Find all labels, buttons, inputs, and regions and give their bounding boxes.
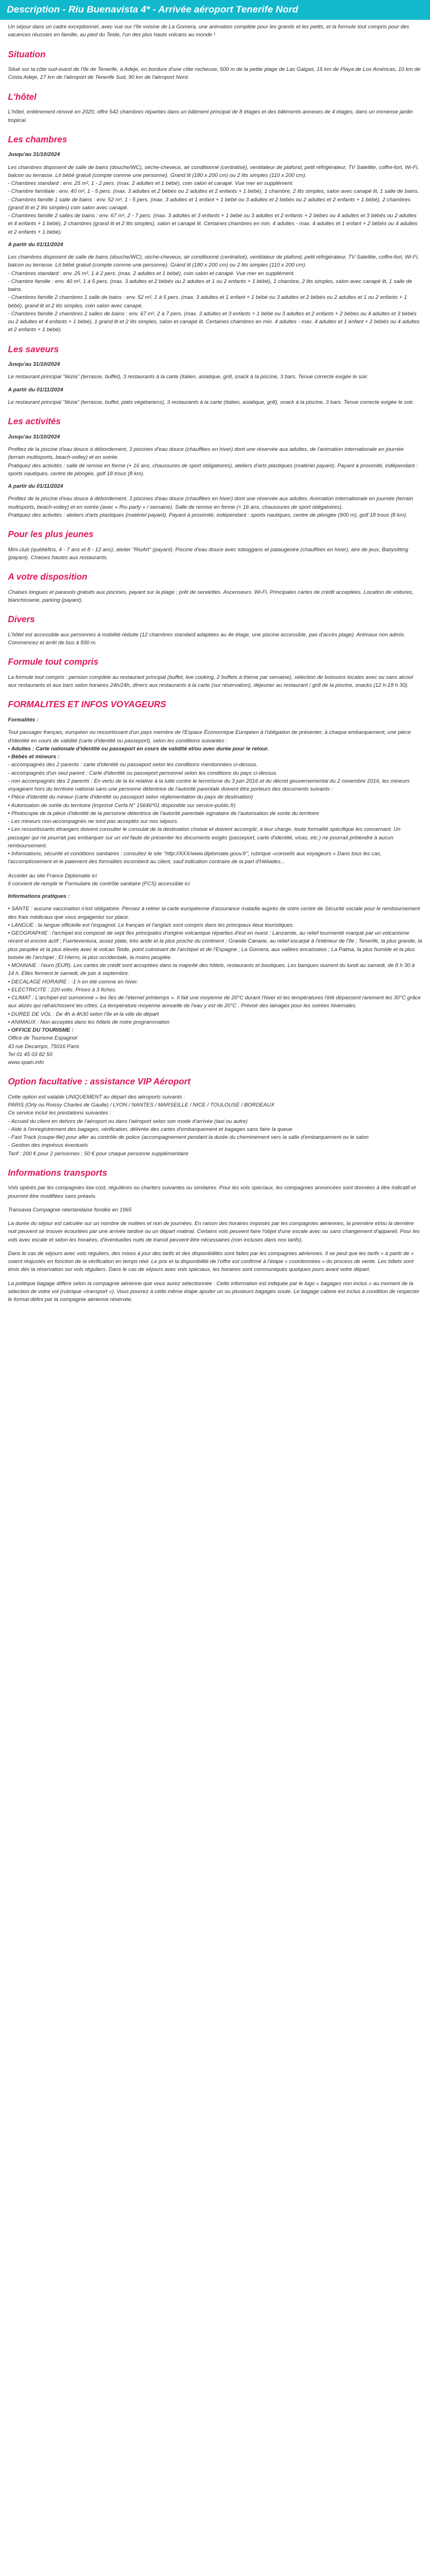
vip-block	[8, 1093, 422, 1158]
facilities-text: Chaises longues et parasols gratuits aux piscines, payant sur la plage ; prêt de serviettes. Ascenseurs. Wi-Fi. Principales cartes de crédit acceptées. Location de voitures, blanchisserie, parking (payant).	[8, 589, 414, 603]
vip-text: - Fast Track (coupe-file) pour aller au contrôle de police (accompagnement pendant la durée du cheminement vers la salle d'embarquement ou le salon	[8, 1134, 369, 1141]
rooms-text: Les chambres disposent de salle de bains (douche/WC), sèche-cheveux, air conditionné (centralisé), ventilateur de plafond, petit réfrigérateur, TV Satellite, coffre-fort, Wi-Fi, balcon ou terrasse. Lit bébé gratuit (compte comme une personne). Grand lit (180 x 200 cm) ou 2 lits simples (110 x 200 cm).	[8, 254, 419, 269]
hotel-text: L'hôtel, entièrement rénové en 2020, offre 542 chambres réparties dans un bâtiment principal de 8 étages et des bâtiments annexes de 4 étages, dans un immense jardin tropical.	[8, 109, 413, 124]
tourism-website-link[interactable]: www.spain.info	[8, 1059, 44, 1066]
practical-info-text: • DECALAGE HORAIRE : -1 h en été comme en hiver.	[8, 978, 138, 985]
formalities-text: • Bébés et mineurs :	[8, 754, 60, 761]
rooms-text: - Chambres standard : env. 25 m², 1 à 2 pers. (max. 2 adultes et 1 bébé), coin salon et canapé. Vue mer en supplément.	[8, 270, 295, 277]
flavours-heading: Les saveurs	[8, 344, 59, 354]
formalities-block	[8, 729, 422, 888]
practical-info-text: • GEOGRAPHIE : l'archipel est composé de sept îles principales d'origine volcanique réparties d'est en ouest : Lanzarote, au relief tourmenté marqué par un volcanisme récent et encore actif ; Fuerteventura, assez plate, très aride et la plus proche du continent ; Grande Canarie, au relief escarpé à l'intérieur de l'île ; Tenerife, la plus grande, la plus peuplée et la plus élevée avec le volcan Teide, point culminant de l'archipel et de l'Espagne ; La Gomera, aux vallées encaissées ; La Palma, la plus humide et la plus boisée de l'archipel ; El Hierro, la plus occidentale, la moins peuplée.	[8, 930, 422, 961]
practical-info-text: • DUREE DE VOL : De 4h à 4h30 selon l'île et la ville de départ	[8, 1011, 159, 1017]
diplomatie-link[interactable]: Accéder au site France Diplomatie ici	[8, 872, 97, 879]
practical-info-text: • ELECTRICITE : 220 volts. Prises à 3 fiches.	[8, 986, 117, 993]
spacer	[8, 1201, 422, 1206]
intro-text: Un séjour dans un cadre exceptionnel, avec vue sur l'île voisine de La Gomera, une animation complète pour les grands et les petits, et la formule tout compris pour des vacances réussies en famille, au pied du Teide, l'un des plus hauts volcans au monde !	[8, 24, 410, 39]
activities-text: Profitez de la piscine d'eau douce à débordement, 3 piscines d'eau douce (chauffées en hiver) dont une réservée aux adultes. Animation internationale en journée (terrain multisports, beach-volley) et en soirée (avec « Riu party » / semaine). Salle de remise en forme (+ 16 ans, chaussures de sport obligatoires).	[8, 496, 414, 510]
flavours-text-2: Le restaurant principal "Ilézia" (terrasse, buffet, plats végétariens), 3 restaurants à la carte (italien, asiatique, grill), snack à la piscine, 3 bars. Tenue correcte exigée le soir.	[8, 399, 414, 406]
situation-text: Situé sur la côte sud-ouest de l'île de Tenerife, à Adeje, en bordure d'une côte rocheuse, 500 m de la petite plage de Las Galgas, 15 km de Playa de Los Américas, 10 km de Costa Adeje, 27 km de l'aéroport de Tenerife Sud, 90 km de l'aéroport Nord.	[8, 66, 421, 81]
transport-heading: Informations transports	[8, 1168, 107, 1178]
rooms-text: - Chambres standard : env. 25 m², 1 - 2 pers. (max. 2 adultes et 1 bébé), coin salon et canapé. Vue mer en supplément.	[8, 180, 294, 187]
formalities-text: • Adultes : Carte nationale d'identité ou passeport en cours de validité et/ou avec durée pour le retour.	[8, 745, 269, 752]
vip-heading: Option facultative : assistance VIP Aéroport	[8, 1077, 191, 1087]
vip-text: PARIS (Orly ou Roissy Charles de Gaulle) / LYON / NANTES / MARSEILLE / NICE / TOULOUSE / BORDEAUX	[8, 1102, 275, 1109]
activities-block-2	[8, 495, 422, 520]
formalities-text: - accompagnés d'un seul parent : Carte d'identité ou passeport personnel selon les conditions du pays ci-dessus.	[8, 770, 278, 776]
flavours-period-2: A partir du 01/11/2024	[8, 386, 64, 393]
rooms-block-2	[8, 254, 422, 335]
practical-info-text: • LANGUE : la langue officielle est l'espagnol. Le français et l'anglais sont compris dans les principaux lieux touristiques.	[8, 922, 294, 928]
activities-heading: Les activités	[8, 417, 61, 427]
page-title: Description - Riu Buenavista 4* - Arrivée aéroport Tenerife Nord	[0, 0, 430, 20]
flavours-period-1: Jusqu'au 31/10/2024	[8, 361, 60, 368]
kids-text: Mini club (québéfins, 4 - 7 ans et 8 - 12 ans), atelier "RiuArt" (payant). Piscine d'eau douce avec toboggans et pataugeoire (chauffées en hiver), aire de jeux, Babysitting (payant). Chaises hautes aux restaurants.	[8, 546, 408, 561]
transport-text: La politique bagage diffère selon la compagnie aérienne que vous aurez sélectionnée : Cette information est indiquée par le logo « bagages non inclus » au moment de la sélection de votre vol (rubrique «transport »). Vous pourrez à cette même étape ajouter un ou plusieurs bagages soute. Le bagage cabine est inclus à condition de respecter le format défini par la compagnie aérienne réservée.	[8, 1280, 420, 1303]
practical-info-text: • MONNAIE : l'euro (EUR). Les cartes de crédit sont acceptées dans la majorité des hôtels, restaurants et boutiques. Les banques ouvrent du lundi au samedi, de 8 h 30 à 14 h. Elles ferment le samedi, de juin à septembre.	[8, 962, 415, 977]
formalities-text: • Informations, sécurité et conditions sanitaires : consultez le site "http://XXX/www.diplomatie.gouv.fr", rubrique «conseils aux voyageurs » Dans tous les cas, l'accomplissement et le paiement des formalités incombent au client, sauf indication contraire de la part d'Héliades...	[8, 851, 382, 865]
kids-heading: Pour les plus jeunes	[8, 530, 94, 540]
spacer	[8, 1244, 422, 1250]
spacer	[8, 1214, 422, 1220]
content	[0, 20, 430, 1304]
rooms-text: Les chambres disposent de salle de bains (douche/WC), sèche-cheveux, air conditionné (centralisé), ventilateur de plafond, petit réfrigérateur, TV Satellite, coffre-fort, Wi-Fi, balcon ou terrasse. Lit bébé gratuit (compte comme une personne). Grand lit (180 x 200 cm) ou 2 lits simples (110 x 200 cm).	[8, 164, 419, 179]
all-inclusive-text: La formule tout compris : pension complète au restaurant principal (buffet, live cooking, 2 buffets à thème par semaine), sélection de boissons locales avec ou sans alcool aux restaurants et aux bars selon horaires 24h/24h, dîners aux restaurants à la carte (sur réservation), déjeuner au restaurant / grill de la piscine, snacks (12 h-18 h 30).	[8, 674, 413, 689]
rooms-block-1	[8, 164, 422, 237]
situation-heading: Situation	[8, 49, 46, 60]
rooms-period-1: Jusqu'au 31/10/2024	[8, 151, 60, 158]
vip-text: Ce service inclut les prestations suivantes :	[8, 1110, 111, 1117]
transport-text: Vols opérés par les compagnies low cost, régulières ou charters suivantes ou similaires. Pour les vols spéciaux, les compagnies annoncées sont données à titre indicatif et pourront être modifiées sans préavis.	[8, 1185, 416, 1200]
activities-period-1: Jusqu'au 31/10/2024	[8, 433, 60, 440]
formalities-text: • Autorisation de sortie du territoire (imprimé Cerfa N° 15646*01 disponible sur service-public.fr)	[8, 802, 236, 809]
activities-text: Pratiquez des activités : salle de remise en forme (+ 16 ans, chaussures de sport obligatoires), ateliers d'arts plastiques (matériel payant). Payant à proximité, indépendant : sports nautiques, centre de plongée, golf 18 trous (8 km).	[8, 462, 418, 477]
vip-text: Cette option est valable UNIQUEMENT au départ des aéroports suivants :	[8, 1093, 186, 1100]
hotel-heading: L'hôtel	[8, 92, 37, 102]
formalities-text: - Les mineurs non-accompagnés ne sont pas acceptés sur nos séjours.	[8, 818, 179, 825]
formalities-heading: FORMALITES ET INFOS VOYAGEURS	[8, 700, 166, 710]
rooms-text: - Chambres famille 2 chambres 1 salle de bains : env. 52 m², 1 à 5 pers. (max. 3 adultes et 1 enfant + 1 bébé ou 3 adultes et 2 bébés ou 2 adultes et 1 ou 2 enfants + 1 bébé), grand lit et 2 lits simples, coin salon avec canapé.	[8, 294, 407, 309]
vip-text: Tarif : 200 € pour 2 personnes ; 50 € pour chaque personne supplémentaire	[8, 1150, 189, 1157]
practical-info-text: • CLIMAT : L'archipel est surnommé « les îles de l'éternel printemps ». Il fait une moyenne de 20°C durant l'hiver et les températures l'été dépassent rarement les 30°C grâce aux alizés qui rafraîchissent les côtes. La température moyenne annuelle de l'eau y est de 20°C . Prévoir des lainages pour les soirées hivernales.	[8, 995, 421, 1010]
vip-text: - Gestion des imprévus éventuels	[8, 1142, 88, 1149]
practical-info-text: • OFFICE DU TOURISME :	[8, 1027, 74, 1034]
spacer	[8, 867, 422, 872]
activities-text: Profitez de la piscine d'eau douce à débordement, 3 piscines d'eau douce (chauffées en hiver) dont une réservée aux adultes, de l'animation internationale en journée (terrain multisports, beach-volley) et en soirée.	[8, 446, 404, 461]
flavours-text-1: Le restaurant principal "Ilézia" (terrasse, buffet), 3 restaurants à la carte (italien, asiatique, grill, snack à la piscine, 3 bars. Tenue correcte exigée le soir.	[8, 374, 369, 381]
practical-info-text: • ANIMAUX : Non acceptés dans les hôtels de notre programmation	[8, 1019, 170, 1025]
rooms-period-2: A partir du 01/11/2024	[8, 241, 64, 248]
formalities-text: Tout passager français, européen ou ressortissant d'un pays membre de l'Espace Économique Européen à l'obligation de présenter, à chaque embarquement, une pièce d'identité en cours de validité (carte d'identité ou passeport), selon les conditions suivantes :	[8, 729, 411, 744]
practical-info-text: 43 rue Decamps, 75016 Paris	[8, 1043, 79, 1050]
facilities-heading: A votre disposition	[8, 572, 87, 582]
activities-period-2: A partir du 01/11/2024	[8, 483, 64, 490]
rooms-text: - Chambres famille 1 salle de bains : env. 52 m², 1 - 5 pers. (max. 3 adultes et 1 enfant + 1 bébé ou 3 adultes et 2 bébés ou 2 adultes et 2 enfants + 1 bébé), 2 chambres (grand lit et 2 lits simples) coin salon avec canapé.	[8, 196, 411, 211]
formalities-text: • Les ressortissants étrangers doivent consulter le consulat de la destination choisie et doivent accomplir, à leur charge, toute formalité spécifique les concernant. Un passager qui ne pourrait pas embarquer sur un vol faute de présenter les documents exigés (passeport, carte d'identité, visas, etc.) ne pourrait prétendre à aucun remboursement.	[8, 826, 401, 849]
practical-info-text: Tel 01 45 03 82 50	[8, 1051, 53, 1058]
rooms-text: - Chambre familie : env. 40 m², 1 à 5 pers. (max. 3 adultes et 2 bébés ou 2 adultes et 1 ou 2 enfants + 1 bébé), 1 chambre, 2 lits simples, salon avec canapé lit, 1 salle de bains.	[8, 278, 412, 293]
rooms-text: - Chambre familiale : env. 40 m², 1 - 5 pers. (max. 3 adultes et 2 bébés ou 2 adultes et 2 enfants + 1 bébé), 1 chambre, 2 lits simples, salon avec canapé lit, 1 salle de bains.	[8, 188, 419, 195]
formalities-text: • Photocopie de la pièce d'identité de la personne détentrice de l'autorité parentale signataire de l'autorisation de sortie du territoire	[8, 810, 319, 817]
formalities-text: • Pièce d'identité du mineur (carte d'identité ou passeport selon réglementation du pays de destination)	[8, 794, 253, 801]
all-inclusive-heading: Formule tout compris	[8, 657, 99, 668]
fcs-link[interactable]: Il convient de remplir le Formulaire de contrôle sanitaire (FCS) accessible ici	[8, 880, 190, 887]
transport-text: La durée du séjour est calculée sur un nombre de nuitées et non de journées. En raison des horaires imposés par les compagnies aériennes, la première et/ou la dernière nuit peuvent se trouver écourtées par une arrivée tardive ou un départ matinal. Certains vols peuvent faire l'objet d'une escale avec ou sans changement d'appareil. Pour les vols avec escale et selon les horaires, d'éventuelles nuits de transit peuvent être nécessaires (non incluses dans nos tarifs).	[8, 1221, 420, 1243]
spacer	[8, 1274, 422, 1280]
transport-block	[8, 1184, 422, 1304]
practical-info-text: • SANTE : aucune vaccination n'est obligatoire. Pensez à retirer la carte européenne d'assurance maladie auprès de votre centre de Sécurité sociale pour le remboursement des frais médicaux que vous engageriez sur place.	[8, 906, 420, 920]
vip-text: - Accueil du client en dehors de l'aéroport ou dans l'aéroport selon son mode d'arrivée (taxi ou autre)	[8, 1118, 248, 1125]
vip-text: - Aide à l'enregistrement des bagages, vérification, délivrée des cartes d'embarquement et bagages sans faire la queue	[8, 1126, 293, 1133]
transport-text: Transavia Compagnie néerlandaise fondée en 1965	[8, 1206, 132, 1213]
practical-info-text: Office de Tourisme Espagnol	[8, 1035, 77, 1042]
formalities-text: - accompagnés des 2 parents : carte d'identité ou passeport selon les conditions mentionnées ci-dessus.	[8, 762, 258, 768]
formalities-label: Formalités :	[8, 717, 39, 724]
practical-info-block	[8, 905, 422, 1067]
transport-text: Dans le cas de séjours avec vols réguliers, des mises à jour des tarifs et des disponibilités sont faites par les compagnies aériennes. Il se peut que les tarifs « à partir de » soient réajustés en fonction de la vérification en temps réel. Le prix et la disponibilité de l'offre est confirmé à l'étape « coordonnées » du process de vente. Les billets sont émis dès la réservation sur vols réguliers. Dans le cas de séjours avec vols spéciaux, les horaires sont communiqués quelques jours avant votre départ.	[8, 1250, 414, 1273]
rooms-heading: Les chambres	[8, 134, 68, 145]
activities-block-1	[8, 446, 422, 478]
activities-text: Pratiquez des activités : ateliers d'arts plastiques (matériel payant). Payant à proximité, indépendant : sports nautiques, centre de plongée (900 m), golf 18 trous (8 km).	[8, 512, 408, 518]
rooms-text: - Chambres famille 2 salles de bains : env. 67 m², 2 - 7 pers. (max. 3 adultes et 3 enfants + 1 bébé ou 3 adultes et 2 enfants + 2 bébés ou 4 adultes et 3 bébés ou 2 adultes et 4 enfants + 1 bébé), 2 chambres (grand lit et 2 lits simples), salon et canapé lit. Certaines chambres en min. 4 adultes - max. 4 adultes et 1 enfant + 2 bébés ou 4 adultes et 2 enfants + 1 bébé).	[8, 213, 418, 235]
rooms-text: - Chambres famille 2 chambres 2 salles de bains : env. 67 m², 2 à 7 pers. (max. 3 adultes et 3 enfants + 1 bébé ou 3 adultes et 2 enfants + 2 bébés ou 4 adultes et 3 bébés ou 2 adultes et 4 enfants + 1 bébé), 1 grand lit et 2 lits simples, salon et canapé lit. Certaines chambres en min. 4 adultes - max. 4 adultes et 1 enfant + 2 bébés ou 4 adultes et 2 enfants + 1 bébé).	[8, 310, 420, 333]
misc-text: L'hôtel est accessible aux personnes à mobilité réduite (12 chambres standard adaptées au 4e étage, une piscine accessible, pas d'accès plage). Animaux non admis. Commencez et arrêt de bus à 500 m.	[8, 631, 406, 647]
practical-info-label: Informations pratiques :	[8, 893, 70, 900]
formalities-text: - non accompagnés des 2 parents : En vertu de la loi relative à la lutte contre le terrorisme du 3 juin 2016 et du décret gouvernemental du 2 novembre 2016, les mineurs voyageant hors du territoire national sans une personne détentrice de l'autorité parentale doivent être porteurs des documents suivants :	[8, 778, 410, 793]
misc-heading: Divers	[8, 615, 35, 625]
